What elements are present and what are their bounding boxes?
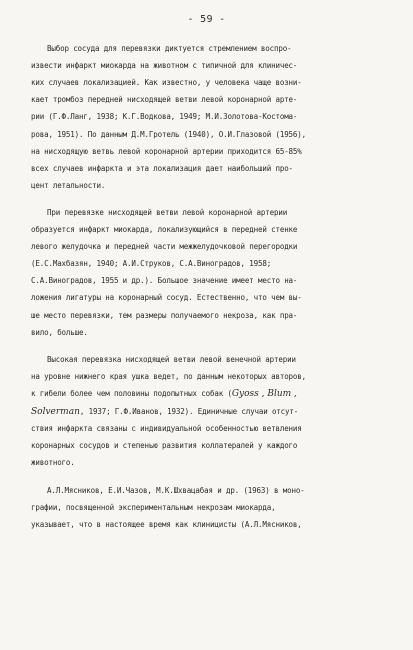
text-line: [31, 407, 298, 417]
text-line: цент летальности.: [31, 181, 106, 190]
text-line: Высокая перевязка нисходящей ветви левой венечной артерии: [47, 355, 296, 364]
text-line: Выбор сосуда для перевязки диктуется стремлением воспро-: [47, 44, 292, 53]
text-segment: , 1937; Г.Ф.Иванов, 1932). Единичные случаи отсут-: [79, 407, 299, 416]
text-line: рии (Г.Ф.Ланг, 1938; К.Г.Водкова, 1949; М.И.Золотова-Костома-: [31, 112, 298, 121]
text-line: животного.: [31, 458, 75, 467]
text-line: коронарных сосудов и степенью развития коллатералей у каждого: [31, 441, 298, 450]
text-line: графии, посвященной экспериментальным некрозам миокарда,: [31, 503, 276, 512]
text-line: ложения лигатуры на коронарный сосуд. Естественно, что чем вы-: [31, 293, 302, 302]
text-line: левого желудочка и передней части межжелудочковой перегородки: [31, 242, 298, 251]
text-line: всех случаев инфаркта и эта локализация дает наибольший про-: [31, 164, 293, 173]
text-line: на нисходящую ветвь левой коронарной артерии приходится 65-85%: [31, 147, 302, 156]
text-line: рова, 1951). По данным Д.М.Гротель (1940), О.И.Глазовой (1956),: [31, 130, 307, 139]
text-line: вило, больше.: [31, 328, 88, 337]
text-line: С.А.Виноградов, 1955 и др.). Большое значение имеет место на-: [31, 276, 298, 285]
text-line: ше место перевязки, тем размеры получаемого некроза, как пра-: [31, 311, 298, 320]
text-line: извести инфаркт миокарда на животном с типичной для клиничес-: [31, 61, 298, 70]
text-line: указывает, что в настоящее время как клиницисты (А.Л.Мясников,: [31, 520, 302, 529]
handwritten-author-name: Solverman: [31, 407, 80, 417]
text-line: кает тромбоз передней нисходящей ветви левой коронарной арте-: [31, 95, 298, 104]
text-line: ствия инфаркта связаны с индивидуальной особенностью ветвления: [31, 424, 302, 433]
text-line: ких случаев локализацией. Как известно, у человека чаще возни-: [31, 78, 302, 87]
text-line: [31, 389, 297, 399]
text-line: образуется инфаркт миокарда, локализующийся в передней стенке: [31, 225, 298, 234]
text-line: А.Л.Мясников, Е.И.Чазов, М.К.Шхвацабая и др. (1963) в моно-: [47, 486, 305, 495]
page-number: - 59 -: [187, 14, 226, 25]
text-segment: к гибели более чем половины подопытных собак (: [31, 389, 232, 398]
text-line: При перевязке нисходящей ветви левой коронарной артерии: [47, 208, 288, 217]
text-line: на уровне нижнего края ушка ведет, по данным некоторых авторов,: [31, 372, 307, 381]
handwritten-author-names: Gyoss , Blum ,: [231, 389, 297, 399]
text-line: (Е.С.Махбазян, 1940; А.И.Струков, С.А.Виноградов, 1958;: [31, 259, 272, 268]
